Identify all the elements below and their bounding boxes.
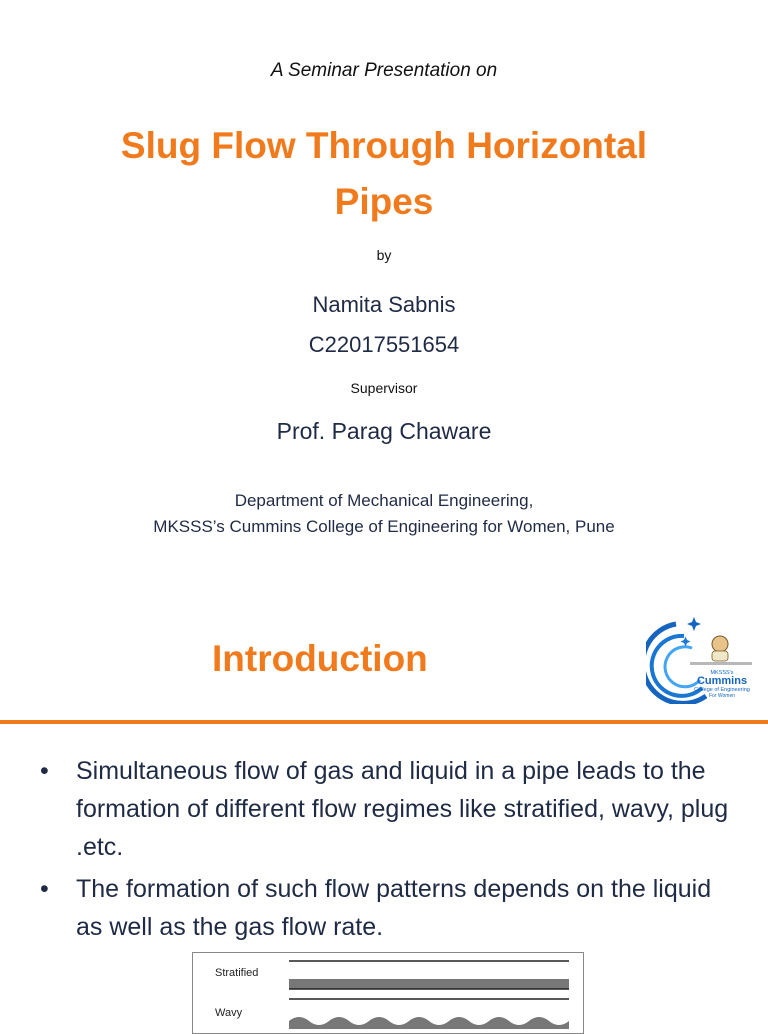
department: Department of Mechanical Engineering,	[234, 491, 534, 510]
title-line-1: Slug Flow Through Horizontal	[120, 125, 648, 166]
stratified-flow-diagram	[289, 957, 569, 991]
author-name: Namita Sabnis	[312, 292, 456, 317]
bullet-list	[40, 752, 740, 950]
flow-regime-figure	[192, 952, 584, 1034]
logo-subtitle-2: For Women	[708, 693, 736, 699]
figure-label-stratified: Stratified	[215, 967, 259, 979]
college: MKSSS’s Cummins College of Engineering for Women, Pune	[153, 517, 615, 536]
affiliation	[0, 488, 768, 540]
introduction-slide	[0, 600, 768, 1024]
bullet-text: The formation of such flow patterns depends on the liquid as well as the gas flow rate.	[76, 875, 712, 941]
supervisor-name: Prof. Parag Chaware	[276, 418, 492, 444]
bullet-item	[40, 752, 740, 866]
heading-divider	[0, 720, 768, 724]
logo-brand: Cummins	[696, 675, 748, 687]
seminar-intro: A Seminar Presentation on	[270, 60, 498, 81]
bullet-icon: •	[40, 875, 49, 903]
logo-subtitle: College of Engineering	[694, 687, 750, 693]
presentation-title	[0, 118, 768, 230]
slide-heading: Introduction	[212, 638, 428, 679]
logo-org: MKSSS's	[710, 670, 734, 676]
supervisor-label: Supervisor	[350, 380, 418, 396]
cummins-college-logo-icon	[646, 610, 758, 704]
author-id: C22017551654	[308, 332, 460, 357]
bullet-item	[40, 870, 740, 946]
bullet-text: Simultaneous flow of gas and liquid in a pipe leads to the formation of different flow regimes like stratified, wavy, plug .etc.	[76, 757, 729, 861]
author-block	[0, 285, 768, 365]
title-line-2: Pipes	[334, 181, 434, 222]
bullet-icon: •	[40, 757, 49, 785]
by-label: by	[376, 247, 392, 263]
figure-label-wavy: Wavy	[215, 1007, 243, 1019]
